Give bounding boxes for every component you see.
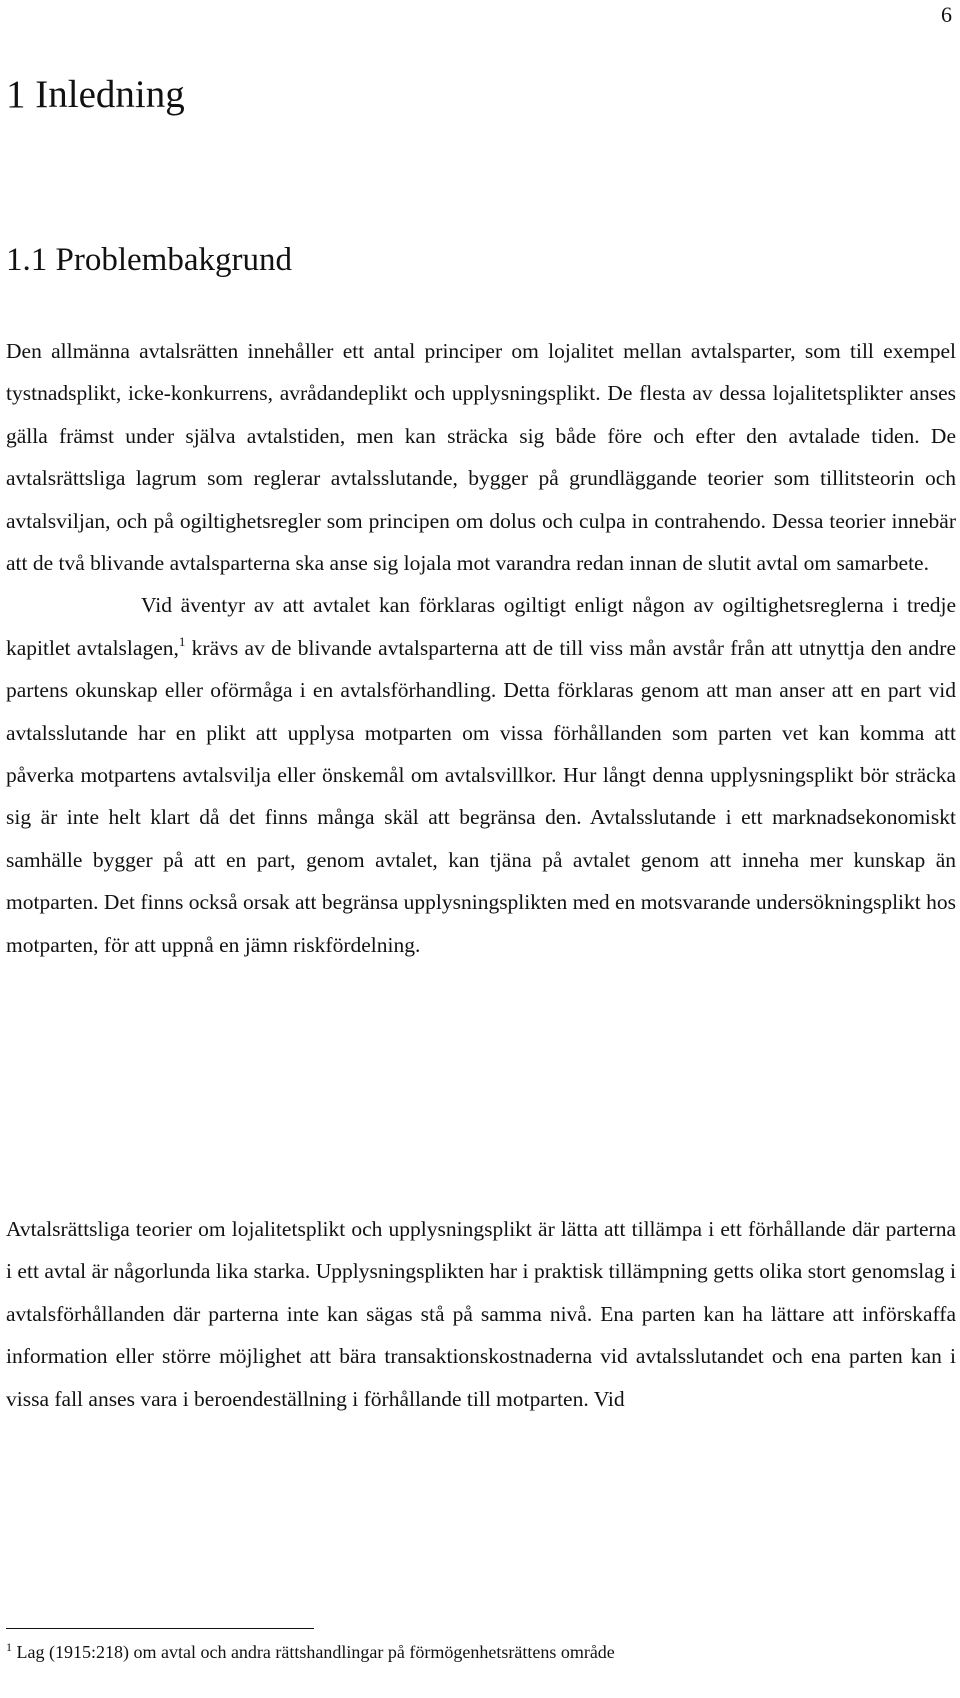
body-paragraph-1 <box>6 330 956 966</box>
page-number: 6 <box>941 2 952 27</box>
footnote-number: 1 <box>6 1640 12 1654</box>
footnote <box>6 1640 615 1664</box>
section-heading: 1.1 Problembakgrund <box>6 242 292 278</box>
footnote-divider <box>6 1628 314 1629</box>
body-paragraph-2: Avtalsrättsliga teorier om lojalitetsplikt och upplysningsplikt är lätta att tillämpa i ett förhållande där parterna i ett avtal är någorlunda lika starka. Upplysningsplikten har i praktisk tillämpning getts olika stort genomslag i avtalsförhållanden där parterna inte kan sägas stå på samma nivå. Ena parten kan ha lättare att införskaffa information eller större möjlighet att bära transaktionskostnaderna vid avtalsslutandet och ena parten kan i vissa fall anses vara i beroendeställning i förhållande till motparten. Vid <box>6 1217 956 1411</box>
footnote-reference[interactable]: 1 <box>178 633 186 649</box>
footnote-text: Lag (1915:218) om avtal och andra rättshandlingar på förmögenhetsrättens område <box>16 1642 615 1662</box>
paragraph-1-text-a: Den allmänna avtalsrätten innehåller ett antal principer om lojalitet mellan avtalsparter, som till exempel tystnadsplikt, icke-konkurrens, avrådandeplikt och upplysningsplikt. De flesta av dessa lojalitetsplikter anses gälla främst under själva avtalstiden, men kan sträcka sig både före och efter den avtalade tiden. De avtalsrättsliga lagrum som reglerar avtalsslutande, bygger på grundläggande teorier som tillitsteorin och avtalsviljan, och på ogiltighetsregler som principen om dolus och culpa in contrahendo. Dessa teorier innebär att de två blivande avtalsparterna ska anse sig lojala mot varandra redan innan de slutit avtal om samarbete. <box>6 339 956 576</box>
paragraph-1-text-c: krävs av de blivande avtalsparterna att de till viss mån avstår från att utnyttja den andre partens okunskap eller oförmåga i en avtalsförhandling. Detta förklaras genom att man anser att en part vid avtalsslutande har en plikt att upplysa motparten om vissa förhållanden som parten vet kan komma att påverka motpartens avtalsvilja eller önskemål om avtalsvillkor. Hur långt denna upplysningsplikt bör sträcka sig är inte helt klart då det finns många skäl att begränsa den. Avtalsslutande i ett marknadsekonomiskt samhälle bygger på att en part, genom avtalet, kan tjäna på avtalet genom att inneha mer kunskap än motparten. Det finns också orsak att begränsa upplysningsplikten med en motsvarande undersökningsplikt hos motparten, för att uppnå en jämn riskfördelning. <box>6 635 957 957</box>
chapter-heading: 1 Inledning <box>6 73 185 116</box>
paragraph-1-text-b: Vid äventyr av att avtalet kan förklaras ogiltigt enligt någon av ogiltighetsreglerna i tredje kapitlet avtalslagen, <box>6 593 956 660</box>
